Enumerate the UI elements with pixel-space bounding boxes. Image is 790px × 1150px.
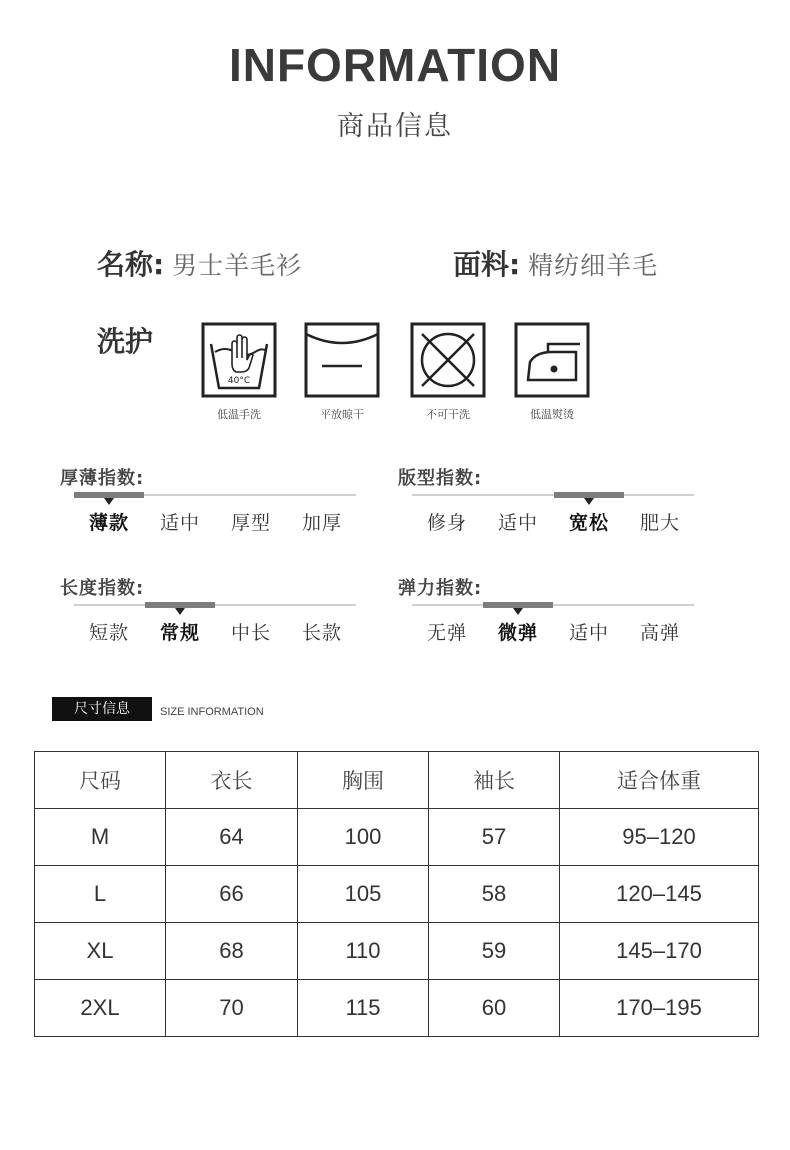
- page-title: INFORMATION: [228, 39, 562, 91]
- size-table: [34, 751, 759, 1037]
- table-cell: 105: [298, 866, 429, 923]
- table-header-row: [35, 752, 759, 809]
- wash-temperature: 40°C: [227, 376, 251, 386]
- product-name-row: [97, 243, 302, 283]
- care-caption: 平放晾干: [320, 408, 364, 421]
- index-option: 加厚: [301, 512, 342, 534]
- index-option: 适中: [568, 622, 609, 644]
- index-option: 肥大: [639, 512, 680, 534]
- elasticity-index: [398, 574, 698, 654]
- index-option: 短款: [88, 622, 129, 644]
- care-caption: 低温熨烫: [530, 408, 574, 421]
- index-option: 常规: [159, 622, 200, 644]
- table-cell: 64: [166, 809, 298, 866]
- care-item-no-dry-clean: [408, 322, 488, 422]
- index-option: 厚型: [230, 512, 271, 534]
- table-row: [35, 809, 759, 866]
- size-section-subtitle: SIZE INFORMATION: [160, 706, 264, 718]
- table-cell: 57: [429, 809, 560, 866]
- table-cell: M: [35, 809, 166, 866]
- index-option: 高弹: [639, 622, 680, 644]
- index-pointer: [584, 498, 594, 505]
- index-label: 长度指数:: [60, 578, 145, 599]
- table-cell: 68: [166, 923, 298, 980]
- index-track: [74, 604, 356, 606]
- table-row: [35, 980, 759, 1037]
- fit-index: [398, 464, 698, 544]
- care-caption: 低温手洗: [217, 408, 261, 421]
- index-option: 宽松: [568, 512, 609, 534]
- table-header: 胸围: [298, 752, 429, 809]
- product-fabric-value: 精纺细羊毛: [528, 251, 659, 280]
- index-pointer: [513, 608, 523, 615]
- table-cell: 59: [429, 923, 560, 980]
- product-fabric-row: [453, 243, 658, 283]
- table-row: [35, 923, 759, 980]
- index-track: [412, 604, 694, 606]
- index-option: 薄款: [88, 512, 129, 534]
- product-name-label: 名称: [97, 248, 154, 281]
- index-label: 版型指数:: [398, 468, 483, 489]
- thickness-index: [60, 464, 360, 544]
- index-option: 适中: [159, 512, 200, 534]
- table-cell: XL: [35, 923, 166, 980]
- table-cell: 100: [298, 809, 429, 866]
- table-cell: 110: [298, 923, 429, 980]
- product-fabric-label: 面料: [453, 248, 510, 281]
- index-option: 长款: [301, 622, 342, 644]
- index-label: 厚薄指数:: [60, 468, 145, 489]
- product-fabric-separator: :: [509, 248, 521, 281]
- index-option: 无弹: [426, 622, 467, 644]
- index-option: 微弹: [497, 622, 538, 644]
- table-cell: 170–195: [560, 980, 759, 1037]
- product-name-separator: :: [153, 248, 165, 281]
- table-header: 衣长: [166, 752, 298, 809]
- page-subtitle: 商品信息: [337, 111, 453, 142]
- table-cell: 145–170: [560, 923, 759, 980]
- table-row: [35, 866, 759, 923]
- index-pointer: [104, 498, 114, 505]
- low-iron-icon: [514, 322, 590, 398]
- table-header: 尺码: [35, 752, 166, 809]
- no-dry-clean-icon: [410, 322, 486, 398]
- care-caption: 不可干洗: [426, 408, 470, 421]
- table-header: 适合体重: [560, 752, 759, 809]
- table-cell: 95–120: [560, 809, 759, 866]
- table-cell: L: [35, 866, 166, 923]
- product-name-value: 男士羊毛衫: [172, 251, 303, 280]
- table-cell: 120–145: [560, 866, 759, 923]
- index-option: 适中: [497, 512, 538, 534]
- care-item-dry-flat: [302, 322, 382, 422]
- index-option: 中长: [230, 622, 271, 644]
- table-header: 袖长: [429, 752, 560, 809]
- index-label: 弹力指数:: [398, 578, 483, 599]
- index-track: [412, 494, 694, 496]
- dry-flat-icon: [304, 322, 380, 398]
- size-section-tag: 尺寸信息: [52, 697, 152, 721]
- length-index: [60, 574, 360, 654]
- care-item-hand-wash: [199, 322, 279, 422]
- hand-wash-icon: [201, 322, 277, 398]
- index-option: 修身: [426, 512, 467, 534]
- table-cell: 58: [429, 866, 560, 923]
- care-label: 洗护: [97, 325, 154, 358]
- table-cell: 2XL: [35, 980, 166, 1037]
- table-cell: 60: [429, 980, 560, 1037]
- table-cell: 70: [166, 980, 298, 1037]
- table-cell: 115: [298, 980, 429, 1037]
- care-item-low-iron: [512, 322, 592, 422]
- index-pointer: [175, 608, 185, 615]
- table-cell: 66: [166, 866, 298, 923]
